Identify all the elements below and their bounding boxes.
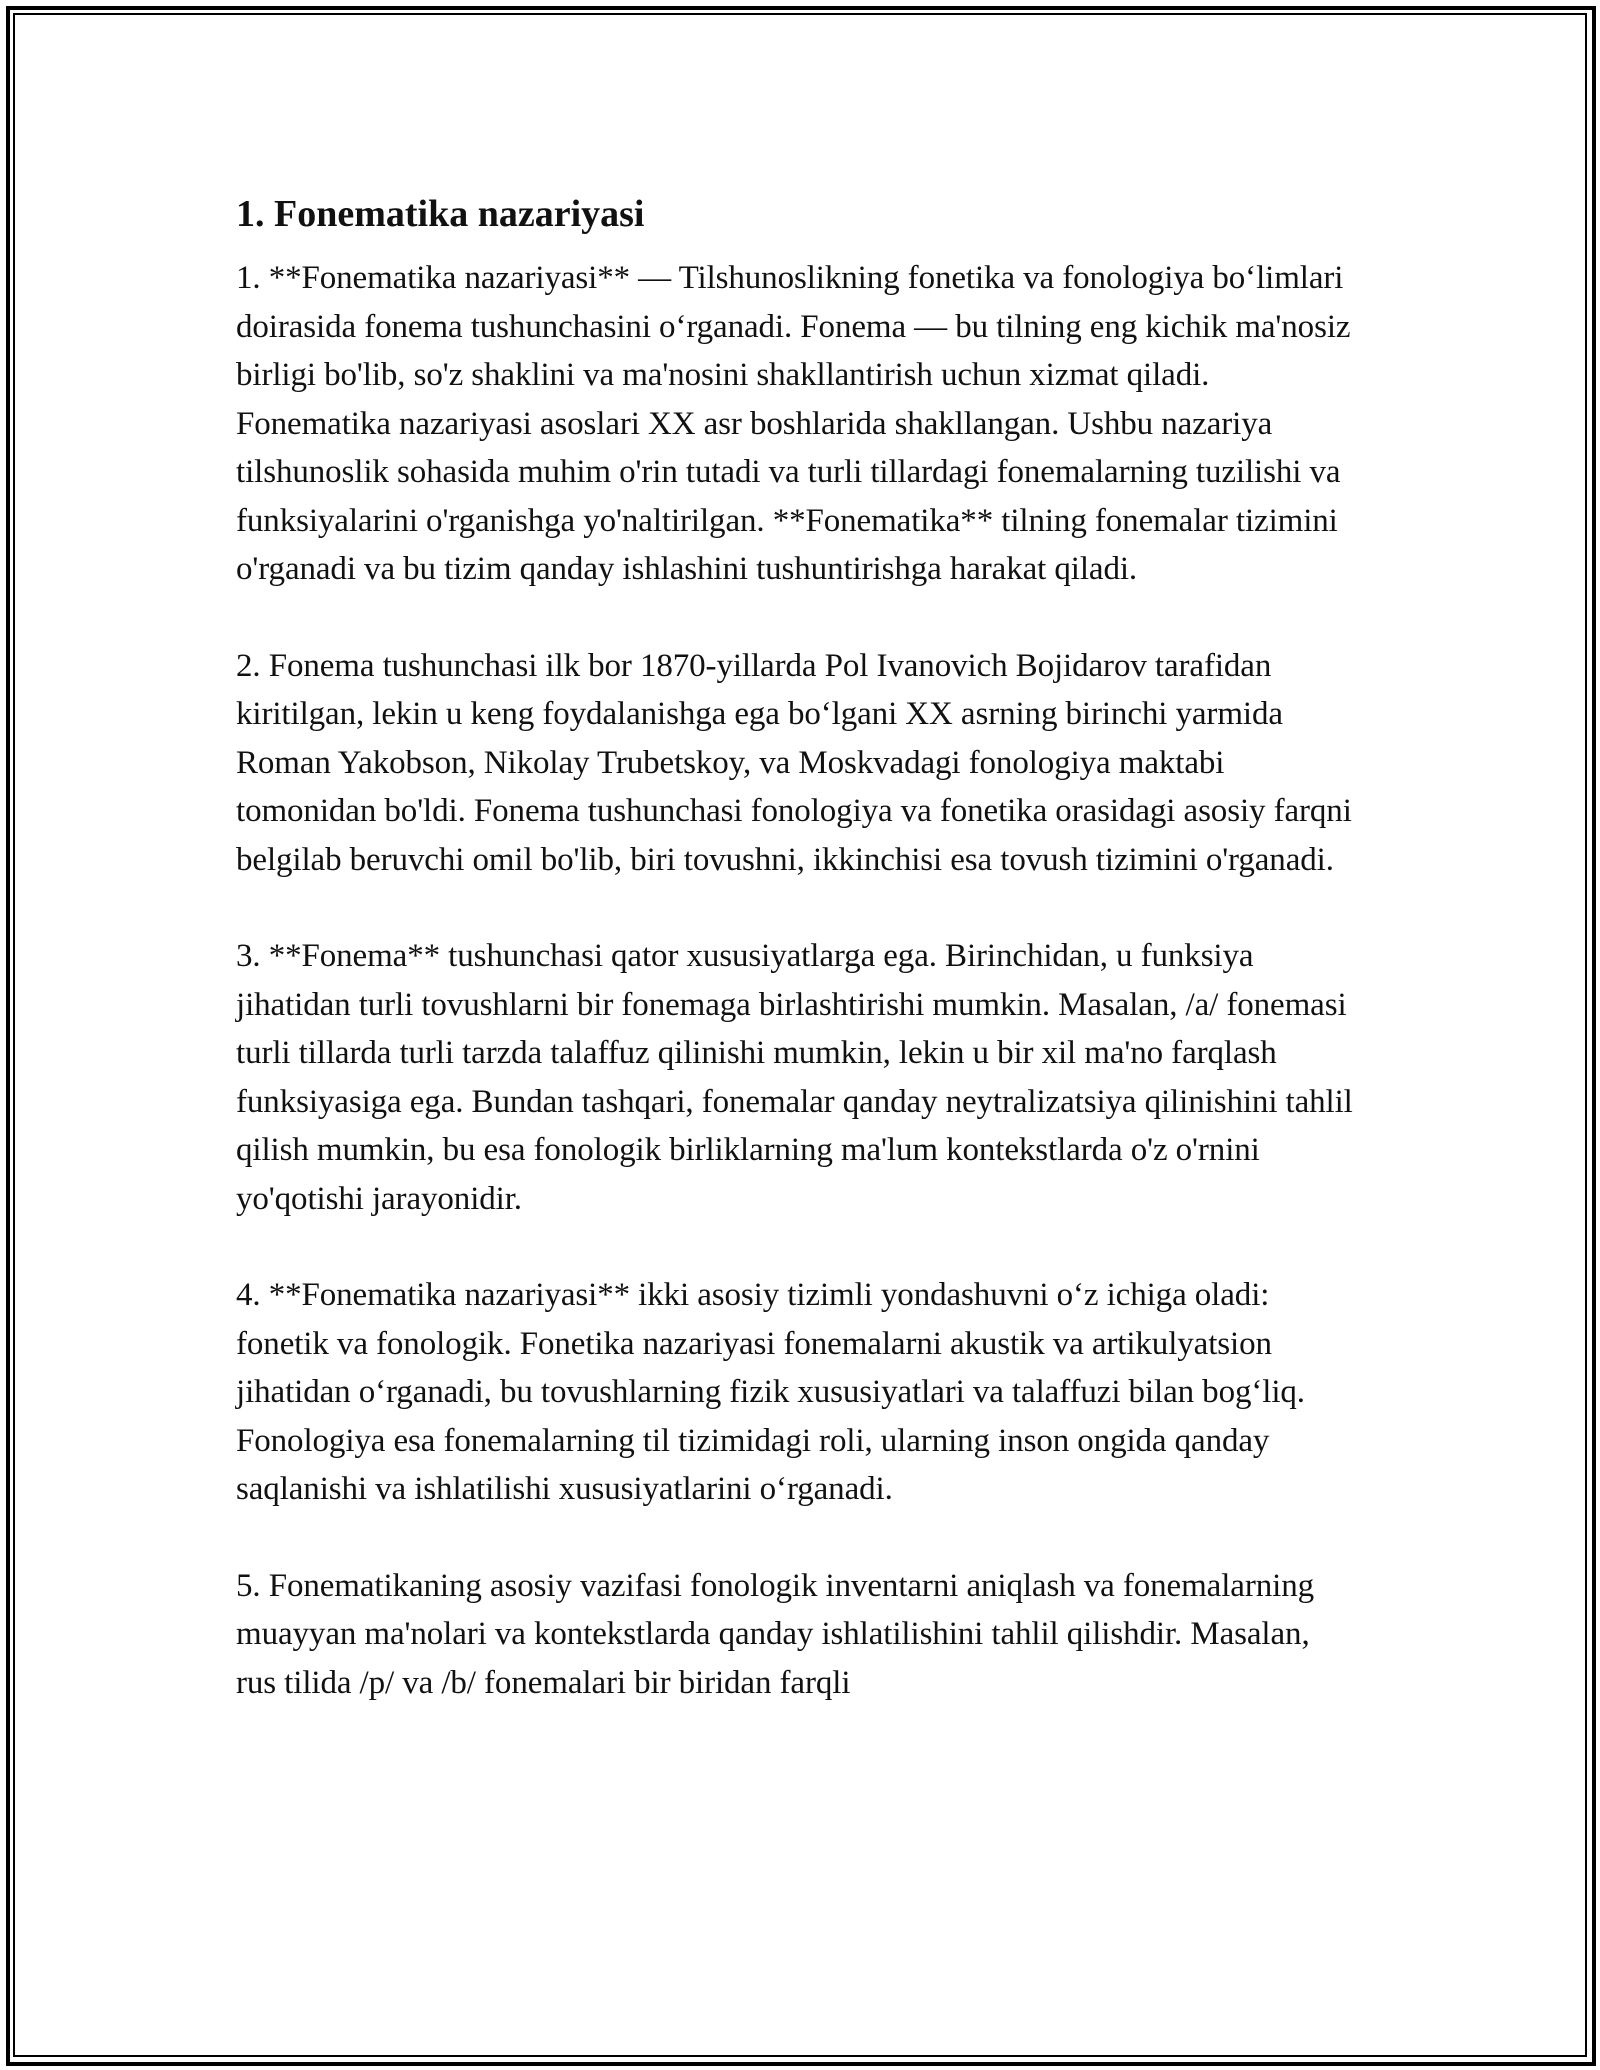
paragraph-1: 1. **Fonematika nazariyasi** — Tilshunoslikning fonetika va fonologiya bo‘limlari doirasida fonema tushunchasini o‘rganadi. Fonema — bu tilning eng kichik ma'nosiz birligi bo'lib, so'z shaklini va ma'nosini shakllantirish uchun xizmat qiladi. Fonematika nazariyasi asoslari XX asr boshlarida shakllangan. Ushbu nazariya tilshunoslik sohasida muhim o'rin tutadi va turli tillardagi fonemalarning tuzilishi va funksiyalarini o'rganishga yo'naltirilgan. **Fonematika** tilning fonemalar tizimini o'rganadi va bu tizim qanday ishlashini tushuntirishga harakat qiladi. [236, 260, 1351, 587]
paragraph-4: 4. **Fonematika nazariyasi** ikki asosiy tizimli yondashuvni o‘z ichiga oladi: fonetik va fonologik. Fonetika nazariyasi fonemalarni akustik va artikulyatsion jihatidan o‘rganadi, bu tovushlarning fizik xususiyatlari va talaffuzi bilan bog‘liq. Fonologiya esa fonemalarning til tizimidagi roli, ularning inson ongida qanday saqlanishi va ishlatilishi xususiyatlarini o‘rganadi. [236, 1277, 1305, 1507]
paragraph-5: 5. Fonematikaning asosiy vazifasi fonologik inventarni aniqlash va fonemalarning muayyan ma'nolari va kontekstlarda qanday ishlatilishini tahlil qilishdir. Masalan, rus tilida /p/ va /b/ fonemalari bir biridan farqli [236, 1567, 1314, 1701]
document-body [236, 182, 1356, 1755]
paragraph-2: 2. Fonema tushunchasi ilk bor 1870-yillarda Pol Ivanovich Bojidarov tarafidan kiritilgan, lekin u keng foydalanishga ega bo‘lgani XX asrning birinchi yarmida Roman Yakobson, Nikolay Trubetskoy, va Moskvadagi fonologiya maktabi tomonidan bo'ldi. Fonema tushunchasi fonologiya va fonetika orasidagi asosiy farqni belgilab beruvchi omil bo'lib, biri tovushni, ikkinchisi esa tovush tizimini o'rganadi. [236, 647, 1352, 878]
document-title: 1. Fonematika nazariyasi [236, 193, 645, 235]
paragraph-3: 3. **Fonema** tushunchasi qator xususiyatlarga ega. Birinchidan, u funksiya jihatidan turli tovushlarni bir fonemaga birlashtirishi mumkin. Masalan, /a/ fonemasi turli tillarda turli tarzda talaffuz qilinishi mumkin, lekin u bir xil ma'no farqlash funksiyasiga ega. Bundan tashqari, fonemalar qanday neytralizatsiya qilinishini tahlil qilish mumkin, bu esa fonologik birliklarning ma'lum kontekstlarda o'z o'rnini yo'qotishi jarayonidir. [236, 938, 1353, 1217]
